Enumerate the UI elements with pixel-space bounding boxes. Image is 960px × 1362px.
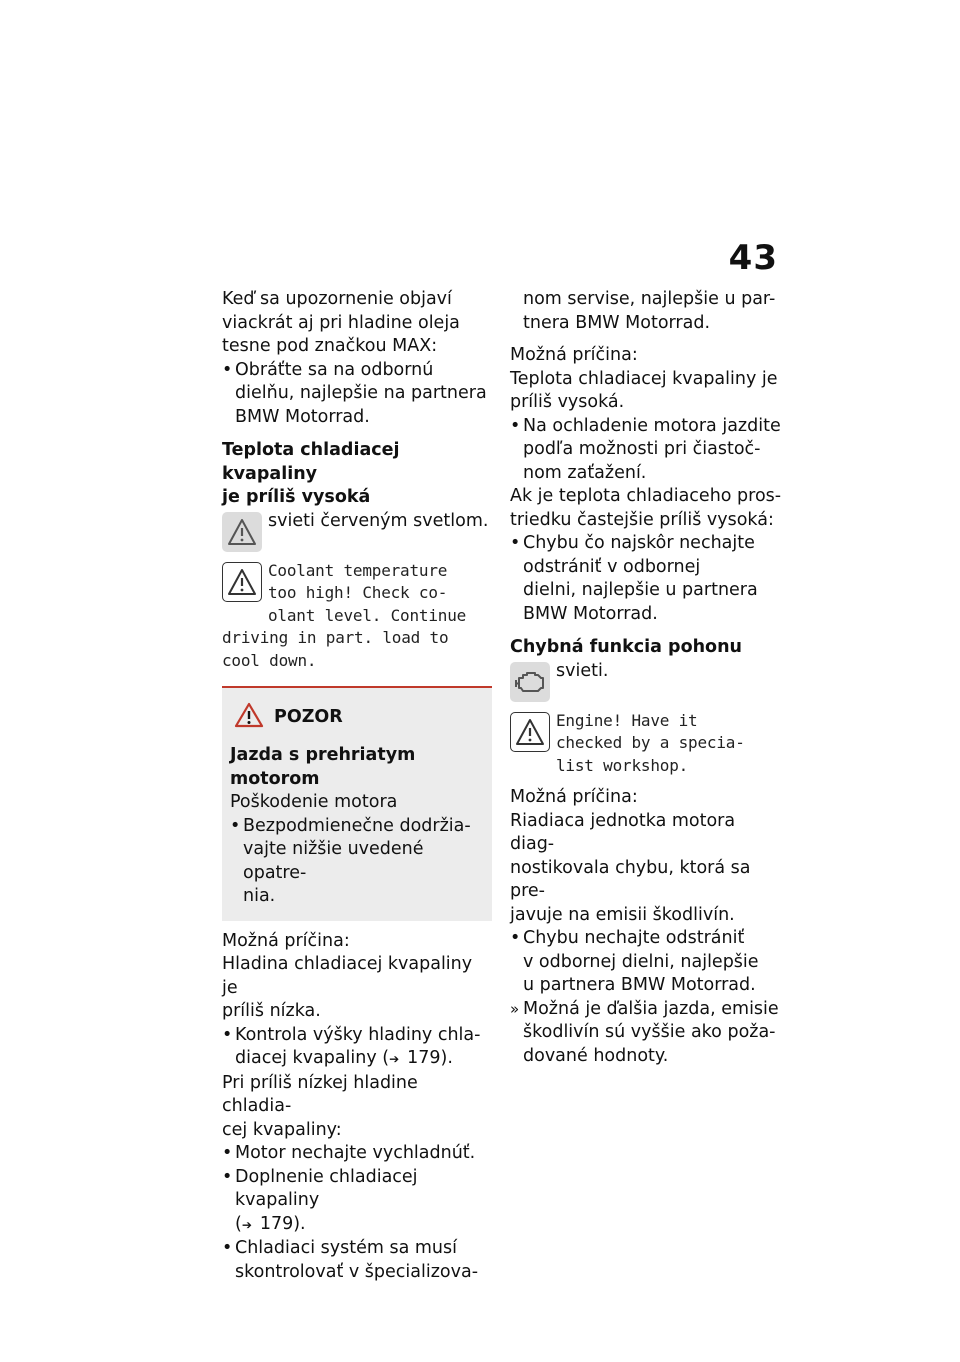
message-line: list workshop. [556,755,689,775]
indicator-row [222,510,492,556]
warning-header [234,702,484,732]
warning-text: Poškodenie motora [230,792,398,812]
list-item [230,815,484,909]
cause-text: príliš vysoká. [510,392,625,412]
bullet-list [510,927,782,1068]
list-item-text: Kontrola výšky hladiny chla- [235,1024,481,1045]
section-heading: Chybná funkcia pohonu [510,637,742,657]
page-reference-arrow-icon: ➔ [241,1217,252,1232]
list-item-text: Obráťte sa na odbornú [235,359,434,380]
bullet-list [222,1142,492,1284]
list-item-text: Na ochladenie motora jazdite [523,415,781,436]
list-item [510,415,782,486]
result-item [510,998,782,1069]
list-item-text: odstrániť v odbornej [523,556,701,577]
list-item-text: skontrolovať v špecializova- [235,1261,479,1282]
list-item [222,1024,492,1072]
list-item-text: podľa možnosti pri čiastoč- [523,439,761,459]
paragraph: triedku častejšie príliš vysoká: [510,509,774,530]
intro-line: Keď sa upozornenie objaví [222,289,452,309]
cause-text: javuje na emisii škodlivín. [510,904,735,925]
page-reference[interactable]: 179). [259,1213,306,1234]
cause-text: Teplota chladiacej kvapaliny je [510,368,778,389]
warning-box [222,686,492,921]
list-item-text: v odbornej dielni, najlepšie [523,951,759,972]
warning-triangle-icon [222,512,262,552]
cause-text: príliš nízka. [222,1001,321,1021]
cause-label: Možná príčina: [510,345,638,365]
list-item [222,359,492,430]
list-item-text: dielni, najlepšie u partnera [523,580,758,600]
caution-icon [234,702,264,732]
warning-triangle-icon [222,562,262,602]
heading-line: Teplota chladiacej kvapaliny [222,440,400,484]
warning-triangle-icon [510,712,550,752]
page-reference[interactable]: 179). [407,1048,453,1068]
paragraph: Ak je teplota chladiaceho pros- [510,486,782,506]
intro-line: tesne pod značkou MAX: [222,336,438,356]
list-item-text: vajte nižšie uvedené opatre- [243,839,424,883]
list-item-text: dované hodnoty. [523,1045,669,1066]
bullet-list [510,532,782,626]
right-column [510,288,782,1068]
list-item-text: dielňu, najlepšie na partnera [235,383,487,403]
page-reference-arrow-icon: ➔ [389,1052,400,1066]
list-item-text: Možná je ďalšia jazda, emisie [523,998,779,1019]
indicator-text: svieti červeným svetlom. [268,510,489,531]
engine-icon [510,662,550,702]
list-item-text: BMW Motorrad. [523,603,658,624]
bullet-list [510,415,782,486]
list-item-text: diacej kvapaliny ( [235,1048,390,1068]
message-line: Coolant temperature [268,560,448,580]
list-item: • Motor nechajte vychladnúť. [222,1142,492,1166]
display-message-row [510,710,782,778]
section-heading [222,439,492,510]
message-line: olant level. Continue [268,605,467,625]
bullet-list [222,1024,492,1072]
list-item-text: Chybu nechajte odstrániť [523,928,745,948]
indicator-row [510,660,782,706]
cause-label: Možná príčina: [222,930,350,951]
list-item-text: BMW Motorrad. [235,406,370,427]
cause-text: Riadiaca jednotka motora diag- [510,810,736,854]
list-item [222,1166,492,1238]
paragraph: Pri príliš nízkej hladine chladia- [222,1072,418,1116]
display-message-row [222,560,492,673]
list-item-text: Bezpodmienečne dodržia- [243,815,471,836]
message-line: driving in part. load to [222,628,449,647]
display-message [510,710,782,778]
bullet-list [230,815,484,909]
list-item-text: ( [235,1213,242,1234]
list-item-text: Chladiaci systém sa musí [235,1238,457,1258]
paragraph: cej kvapaliny: [222,1119,342,1140]
warning-subtitle: Jazda s prehriatym motorom [230,745,416,789]
cause-label: Možná príčina: [510,787,638,807]
display-message [222,560,492,673]
message-line: cool down. [222,650,317,670]
continued-line: tnera BMW Motorrad. [523,312,711,333]
cause-text: nostikovala chybu, ktorá sa pre- [510,857,751,901]
indicator-text: svieti. [556,660,609,681]
left-column [222,288,492,1284]
heading-line: je príliš vysoká [222,487,371,507]
message-line: too high! Check co- [268,583,448,602]
list-item [510,532,782,626]
list-item-text: Doplnenie chladiacej kvapaliny [235,1166,418,1210]
list-item [222,1237,492,1284]
list-item-text: škodlivín sú vyššie ako poža- [523,1022,776,1042]
continued-line: nom servise, najlepšie u par- [523,289,776,309]
continued-text [510,288,782,335]
intro-line: viackrát aj pri hladine oleja [222,312,460,333]
warning-title: POZOR [274,707,343,727]
list-item-text: nom zaťažení. [523,462,647,483]
list-item [510,927,782,998]
message-line: Engine! Have it [556,710,698,730]
message-line: checked by a specia- [556,733,745,752]
list-item-text: Chybu čo najskôr nechajte [523,533,755,553]
page-number: 43 [728,238,778,278]
cause-text: Hladina chladiacej kvapaliny je [222,954,473,998]
bullet-list [222,359,492,430]
list-item-text: nia. [243,886,276,906]
list-item-text: u partnera BMW Motorrad. [523,975,756,995]
